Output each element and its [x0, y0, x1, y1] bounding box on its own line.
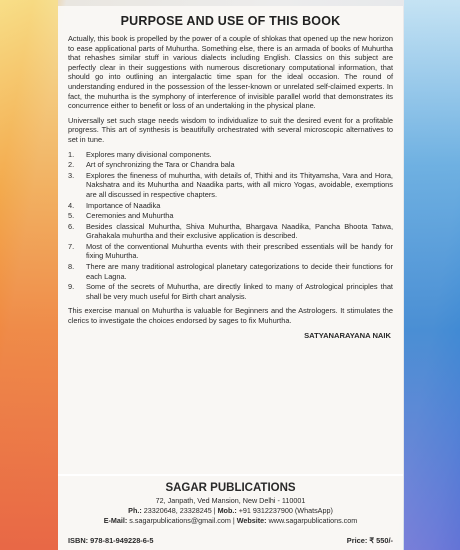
contact-web: E-Mail: s.sagarpublications@gmail.com | Website: www.sagarpublications.com [103, 515, 358, 525]
list-text: Importance of Naadika [86, 200, 161, 210]
list-item [68, 222, 393, 241]
list-text: Some of the secrets of Muhurtha, are directly linked to many of Astrological principles that shall be very much useful for Birth chart analysis. [86, 282, 393, 301]
list-item [68, 160, 393, 170]
list-item [68, 242, 393, 261]
list-item [68, 171, 393, 200]
list-number: 7. [68, 241, 75, 251]
isbn-price-row [58, 536, 403, 550]
website-label: Website: [236, 515, 267, 525]
list-item [68, 211, 393, 221]
feature-list [68, 150, 393, 302]
list-number: 5. [68, 211, 75, 221]
email-address: s.sagarpublications@gmail.com [129, 515, 231, 525]
intro-paragraph-2: Universally set such stage needs wisdom to individualize to suit the desired event for a profitable progress. This art of synthesis is beautifully orchestrated with several microscopic alternatives to set in tune. [68, 115, 393, 144]
publisher-address: 72, Janpath, Ved Mansion, New Delhi - 110001 [155, 496, 306, 505]
phone-number: 23320648, 23328245 [143, 505, 212, 515]
list-text: Explores the fineness of muhurtha, with details of, Thithi and its Thityamsha, Vara and Hora, Nakshatra and its Muhurtha and Naadika parts, with all micro Yogas, avoidable, exemptions are all discussed in respective chapters. [86, 170, 393, 199]
intro-paragraph-1: Actually, this book is propelled by the power of a couple of shlokas that opened up the new horizon to ease applicational parts of Muhurtha. Something else, there is an armada of books of Muhurtha that rehashes similar stuff in various dialects including English. Classics on this subject are perfectly clear in their suggestions with numerous discretionary computational information, that should go into outlining an intergalactic time span for the ideal occasion. The round of understanding endured in the possession of the lesser-known or unrelated self-claimed experts. In fact, the muhurtha is the symphony of interference of invisible parallel world that demonstrates its concurrence either to benefit or loss of an undertaking in the physical plane. [68, 34, 393, 111]
mobile-number: +91 9312237900 (WhatsApp) [238, 505, 333, 515]
list-item [68, 262, 393, 281]
list-text: Art of synchronizing the Tara or Chandra bala [86, 160, 235, 170]
list-item [68, 282, 393, 301]
list-number: 9. [68, 282, 75, 292]
list-number: 2. [68, 160, 75, 170]
phone-label: Ph.: [128, 505, 142, 515]
back-cover-text-panel [58, 6, 403, 474]
page-title: PURPOSE AND USE OF THIS BOOK [120, 14, 341, 28]
list-number: 8. [68, 262, 75, 272]
website-url: www.sagarpublications.com [268, 515, 358, 525]
contact-phones: Ph.: 23320648, 23328245 | Mob.: +91 9312237900 (WhatsApp) [128, 505, 333, 515]
price: Price: ₹ 550/- [346, 536, 393, 545]
isbn: ISBN: 978-81-949228-6-5 [68, 536, 154, 545]
list-number: 3. [68, 170, 75, 180]
list-text: Most of the conventional Muhurtha events with their prescribed essentials will be handy for fixing Muhurtha. [86, 241, 393, 261]
list-item [68, 150, 393, 160]
list-number: 1. [68, 149, 75, 159]
cover-art-left-edge [0, 0, 58, 550]
list-text: Ceremonies and Muhurtha [86, 211, 174, 221]
list-number: 6. [68, 221, 75, 231]
list-text: Besides classical Muhurtha, Shiva Muhurtha, Bhargava Naadika, Pancha Bhoota Tatwa, Grahakala muhurtha and their exclusive application is described. [86, 221, 393, 241]
cover-art-right-edge [404, 0, 460, 550]
closing-paragraph: This exercise manual on Muhurtha is valuable for Beginners and the Astrologers. It stimulates the clerics to investigate the choices endorsed by sages to fix Muhurtha. [68, 306, 393, 326]
author-name: SATYANARAYANA NAIK [304, 330, 391, 340]
list-text: There are many traditional astrological planetary categorizations to decide their functions for each Lagna. [86, 262, 393, 281]
email-label: E-Mail: [103, 515, 128, 525]
publisher-name: SAGAR PUBLICATIONS [165, 482, 296, 494]
list-item [68, 201, 393, 211]
list-text: Explores many divisional components. [86, 149, 212, 159]
list-number: 4. [68, 200, 75, 210]
mobile-label: Mob.: [217, 505, 237, 515]
